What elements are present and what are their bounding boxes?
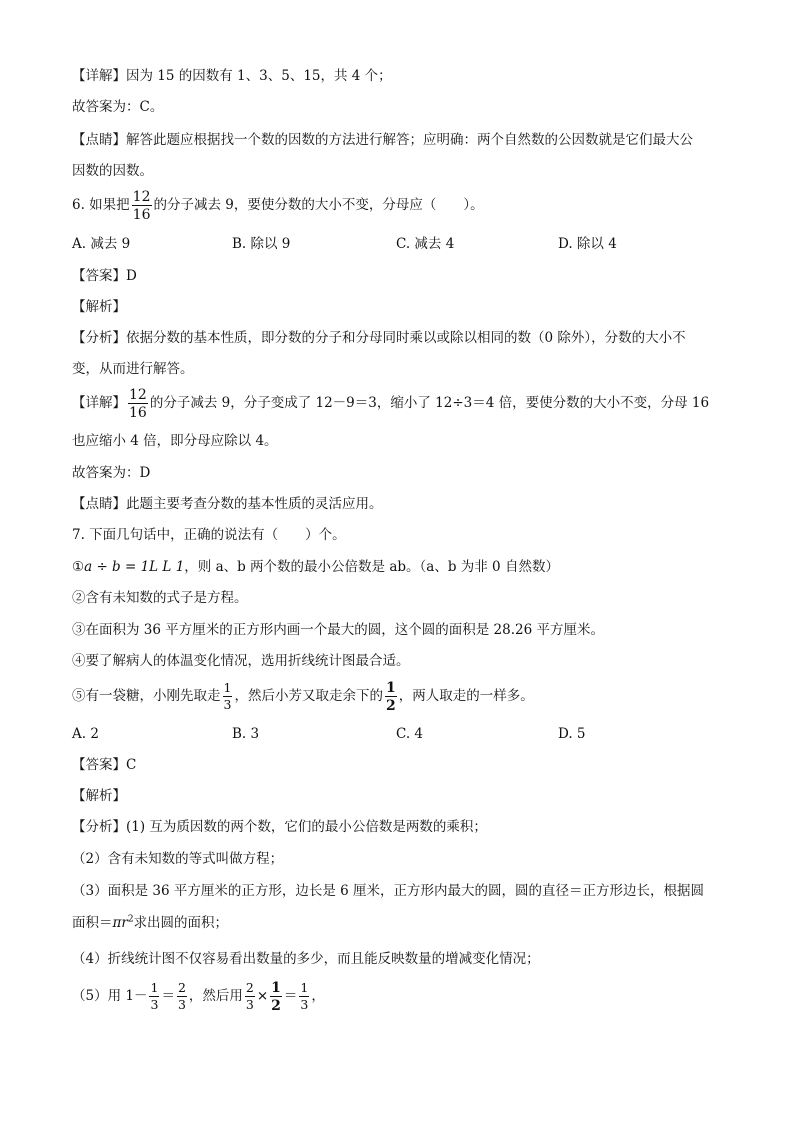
option-d: D. 5 — [558, 726, 586, 742]
fraction — [128, 388, 148, 420]
formula: πr — [112, 915, 128, 931]
option-b: B. 除以 9 — [232, 236, 291, 252]
numerator: 2 — [245, 980, 254, 995]
fraction — [270, 981, 282, 1013]
analysis-heading: 【解析】 — [72, 788, 126, 804]
numerator: 2 — [177, 980, 186, 995]
analysis-heading: 【解析】 — [72, 299, 126, 315]
text: ，则 a、b 两个数的最小公倍数是 ab。（a、b 为非 0 自然数） — [184, 559, 559, 575]
denominator: 3 — [150, 996, 159, 1012]
statement-4: ④要了解病人的体温变化情况，选用折线统计图最合适。 — [72, 653, 410, 669]
text-line: 变，从而进行解答。 — [72, 361, 194, 377]
text: ， — [311, 988, 325, 1004]
text: ，然后小芳又取走余下的 — [234, 688, 383, 704]
fraction — [177, 982, 187, 1011]
times-sign: × — [256, 988, 269, 1004]
text: ，然后用 — [188, 988, 243, 1004]
text: ⑤有一袋糖，小刚先取走 — [72, 688, 221, 704]
statement-2: ②含有未知数的式子是方程。 — [72, 590, 248, 606]
denominator: 16 — [129, 404, 147, 421]
marker: ① — [72, 559, 85, 575]
denominator: 16 — [132, 206, 151, 223]
denominator: 3 — [177, 996, 186, 1012]
numerator: 1 — [300, 980, 309, 995]
option-c: C. 4 — [396, 726, 424, 742]
question-text: 6. 如果把 — [72, 197, 130, 213]
option-a: A. 2 — [72, 726, 99, 742]
text-line: 因数的因数。 — [72, 163, 153, 179]
answer-line: 【答案】D — [72, 268, 137, 284]
text-line: 【点睛】解答此题应根据找一个数的因数的方法进行解答；应明确：两个自然数的公因数就是它们最大公 — [72, 132, 693, 148]
fraction — [245, 982, 255, 1011]
statement-3: ③在面积为 36 平方厘米的正方形内画一个最大的圆，这个圆的面积是 28.26 平方厘米。 — [72, 622, 604, 638]
text: ＝ — [161, 988, 175, 1004]
text-line — [72, 976, 325, 1016]
expression: a ÷ b = 1L L 1 — [84, 559, 185, 575]
text-line: 也应缩小 4 倍，即分母应除以 4。 — [72, 433, 278, 449]
text-line: 【点睛】此题主要考查分数的基本性质的灵活应用。 — [72, 496, 383, 512]
text-line — [72, 914, 228, 932]
statement-5 — [72, 677, 534, 715]
denominator: 3 — [300, 996, 309, 1012]
fraction — [299, 982, 309, 1011]
text: ＝ — [283, 988, 298, 1004]
text: 面积＝ — [72, 915, 113, 931]
text-line: （2）含有未知数的等式叫做方程； — [72, 851, 284, 867]
text-line: 故答案为：C。 — [72, 99, 164, 115]
statement-1 — [72, 558, 559, 576]
text-line: （4）折线统计图不仅容易看出数量的多少，而且能反映数量的增减变化情况； — [72, 951, 540, 967]
text-line: （3）面积是 36 平方厘米的正方形，边长是 6 厘米，正方形内最大的圆，圆的直径＝正方形边长，根据圆 — [72, 883, 705, 899]
text-line: 【分析】(1) 互为质因数的两个数，它们的最小公倍数是两数的乘积； — [72, 819, 487, 835]
text-line: 故答案为：D — [72, 465, 151, 481]
fraction — [223, 682, 233, 711]
option-d: D. 除以 4 — [558, 236, 617, 252]
answer-line: 【答案】C — [72, 757, 137, 773]
exponent: 2 — [127, 914, 134, 925]
text: 求出圆的面积； — [133, 915, 229, 931]
text: ，两人取走的一样多。 — [398, 688, 534, 704]
numerator: 1 — [385, 679, 396, 696]
numerator: 1 — [271, 979, 281, 996]
denominator: 2 — [385, 697, 396, 714]
option-a: A. 减去 9 — [72, 236, 131, 252]
denominator: 2 — [271, 997, 281, 1014]
options-row — [72, 235, 722, 253]
option-b: B. 3 — [232, 726, 260, 742]
numerator: 12 — [129, 386, 147, 403]
numerator: 1 — [223, 680, 232, 695]
text: （5）用 1－ — [72, 988, 148, 1004]
fraction — [149, 982, 159, 1011]
numerator: 12 — [132, 188, 151, 205]
text-line: 【详解】因为 15 的因数有 1、3、5、15，共 4 个； — [72, 68, 392, 84]
label: 【详解】 — [72, 395, 126, 411]
options-row — [72, 725, 722, 743]
fraction — [132, 190, 152, 222]
numerator: 1 — [150, 980, 159, 995]
question-6 — [72, 186, 484, 224]
text: 的分子减去 9，分子变成了 12－9＝3，缩小了 12÷3＝4 倍，要使分数的大小不变，分母 16 — [149, 395, 710, 411]
option-c: C. 减去 4 — [396, 236, 455, 252]
denominator: 3 — [245, 996, 254, 1012]
question-text: 的分子减去 9，要使分数的大小不变，分母应（ ）。 — [153, 197, 484, 213]
text-line: 【分析】依据分数的基本性质，即分数的分子和分母同时乘以或除以相同的数（0 除外），分数的大小不 — [72, 330, 686, 346]
fraction — [385, 681, 397, 713]
text-line — [72, 384, 709, 422]
question-7: 7. 下面几句话中，正确的说法有（ ）个。 — [72, 527, 346, 543]
denominator: 3 — [223, 696, 232, 712]
